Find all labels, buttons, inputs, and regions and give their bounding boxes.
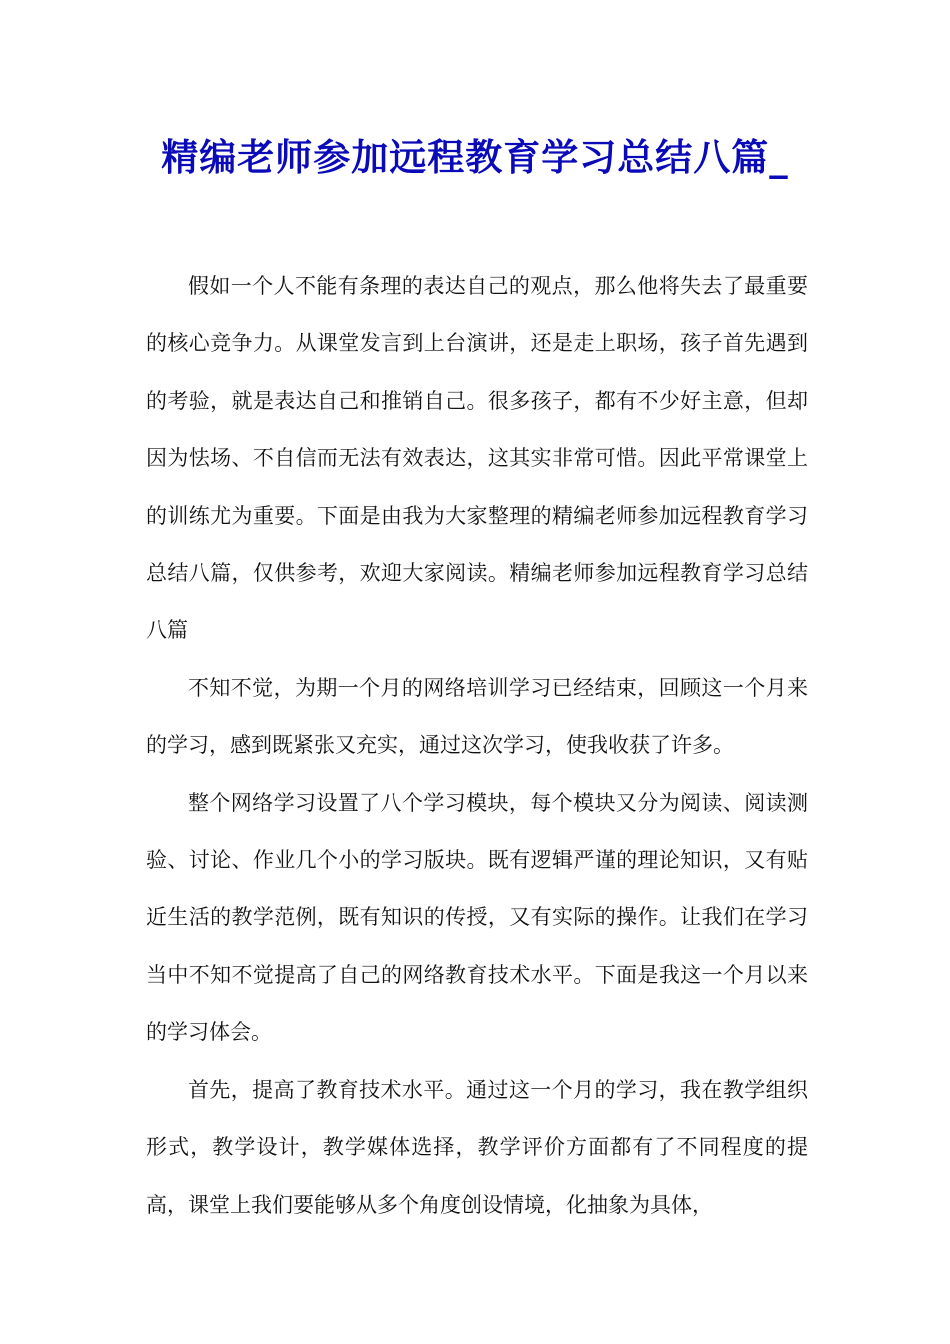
paragraph: 首先，提高了教育技术水平。通过这一个月的学习，我在教学组织形式，教学设计，教学媒体选择，教学评价方面都有了不同程度的提高，课堂上我们要能够从多个角度创设情境，化抽象为具体， <box>146 1077 808 1217</box>
paragraph: 不知不觉，为期一个月的网络培训学习已经结束，回顾这一个月来的学习，感到既紧张又充实，通过这次学习，使我收获了许多。 <box>146 675 808 758</box>
document-title: 精编老师参加远程教育学习总结八篇_ <box>161 135 789 179</box>
document-body <box>146 258 808 1234</box>
paragraph: 假如一个人不能有条理的表达自己的观点，那么他将失去了最重要的核心竞争力。从课堂发言到上台演讲，还是走上职场，孩子首先遇到的考验，就是表达自己和推销自己。很多孩子，都有不少好主意，但却因为怯场、不自信而无法有效表达，这其实非常可惜。因此平常课堂上的训练尤为重要。下面是由我为大家整理的精编老师参加远程教育学习总结八篇，仅供参考，欢迎大家阅读。精编老师参加远程教育学习总结八篇 <box>146 274 808 643</box>
paragraph: 整个网络学习设置了八个学习模块，每个模块又分为阅读、阅读测验、讨论、作业几个小的学习版块。既有逻辑严谨的理论知识，又有贴近生活的教学范例，既有知识的传授，又有实际的操作。让我们在学习当中不知不觉提高了自己的网络教育技术水平。下面是我这一个月以来的学习体会。 <box>146 790 808 1045</box>
